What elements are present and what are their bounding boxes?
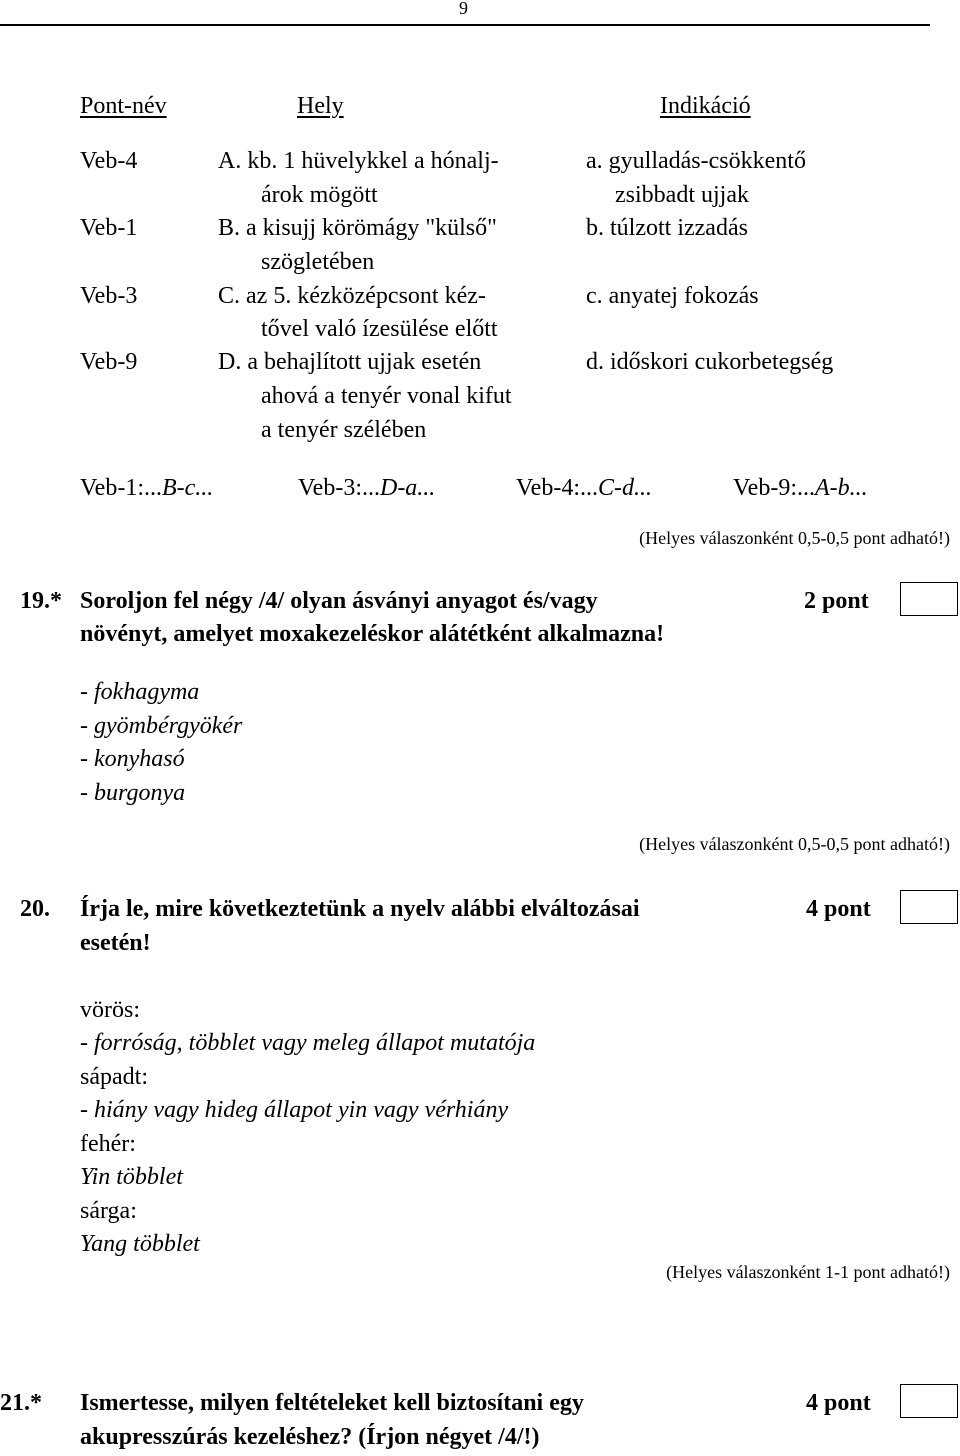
indication-line: c. anyatej fokozás bbox=[586, 283, 759, 309]
scoring-note: (Helyes válaszonként 0,5-0,5 pont adható!) bbox=[639, 528, 950, 548]
indication-line: zsibbadt ujjak bbox=[615, 182, 749, 208]
indication-line: a. gyulladás-csökkentő bbox=[586, 148, 806, 174]
answer-line: - gyömbérgyökér bbox=[80, 713, 243, 739]
item-label: fehér: bbox=[80, 1131, 136, 1157]
place-line: A. kb. 1 hüvelykkel a hónalj- bbox=[218, 148, 499, 174]
question-number: 21.* bbox=[0, 1390, 42, 1416]
page-number: 9 bbox=[459, 0, 468, 18]
answer-line: - burgonya bbox=[80, 780, 186, 806]
column-header-name: Pont-név bbox=[80, 93, 167, 119]
question-text-line: akupresszúrás kezeléshez? (Írjon négyet /4/!) bbox=[80, 1424, 540, 1450]
column-header-place: Hely bbox=[297, 93, 344, 119]
question-text-line: Írja le, mire következtetünk a nyelv alábbi elváltozásai bbox=[80, 896, 640, 922]
question-text-line: Ismertesse, milyen feltételeket kell biztosítani egy bbox=[80, 1390, 584, 1416]
place-line: C. az 5. kézközépcsont kéz- bbox=[218, 283, 486, 309]
score-box[interactable] bbox=[900, 890, 958, 924]
answer-value: A-b... bbox=[814, 475, 868, 501]
item-label: sárga: bbox=[80, 1198, 137, 1224]
answer-pair bbox=[733, 471, 868, 505]
item-label: sápadt: bbox=[80, 1064, 148, 1090]
answer-line: - konyhasó bbox=[80, 746, 185, 772]
score-box[interactable] bbox=[900, 582, 958, 616]
place-line: szögletében bbox=[261, 249, 375, 275]
item-answer: Yin többlet bbox=[80, 1164, 183, 1190]
place-line: ahová a tenyér vonal kifut bbox=[261, 383, 512, 409]
answer-value: B-c... bbox=[161, 475, 214, 501]
answer-label: Veb-1:... bbox=[80, 475, 162, 501]
answer-pair bbox=[516, 471, 652, 505]
answer-label: Veb-4:... bbox=[516, 475, 598, 501]
question-number: 20. bbox=[20, 896, 50, 922]
scoring-note: (Helyes válaszonként 0,5-0,5 pont adható!) bbox=[639, 834, 950, 854]
question-points: 2 pont bbox=[804, 588, 869, 614]
indication-line: b. túlzott izzadás bbox=[586, 215, 748, 241]
place-line: D. a behajlított ujjak esetén bbox=[218, 349, 482, 375]
score-box[interactable] bbox=[900, 1384, 958, 1418]
answer-label: Veb-9:... bbox=[733, 475, 815, 501]
item-answer: - forróság, többlet vagy meleg állapot mutatója bbox=[80, 1030, 536, 1056]
item-label: vörös: bbox=[80, 997, 140, 1023]
item-answer: - hiány vagy hideg állapot yin vagy vérhiány bbox=[80, 1097, 509, 1123]
answer-line: - fokhagyma bbox=[80, 679, 200, 705]
item-answer: Yang többlet bbox=[80, 1231, 200, 1257]
answer-value: D-a... bbox=[379, 475, 436, 501]
question-text-line: Soroljon fel négy /4/ olyan ásványi anyagot és/vagy bbox=[80, 588, 598, 614]
answer-value: C-d... bbox=[597, 475, 652, 501]
answer-pair bbox=[80, 471, 213, 505]
column-header-indication: Indikáció bbox=[660, 93, 751, 119]
point-name: Veb-4 bbox=[80, 148, 138, 174]
place-line: a tenyér szélében bbox=[261, 417, 427, 443]
point-name: Veb-3 bbox=[80, 283, 138, 309]
scoring-note: (Helyes válaszonként 1-1 pont adható!) bbox=[666, 1262, 950, 1282]
question-points: 4 pont bbox=[806, 1390, 871, 1416]
point-name: Veb-1 bbox=[80, 215, 138, 241]
header-rule bbox=[0, 24, 930, 26]
question-text-line: esetén! bbox=[80, 930, 151, 956]
question-points: 4 pont bbox=[806, 896, 871, 922]
question-text-line: növényt, amelyet moxakezeléskor alátétként alkalmazna! bbox=[80, 621, 665, 647]
answer-pair bbox=[298, 471, 435, 505]
indication-line: d. időskori cukorbetegség bbox=[586, 349, 834, 375]
point-name: Veb-9 bbox=[80, 349, 138, 375]
place-line: tővel való ízesülése előtt bbox=[261, 316, 498, 342]
answer-label: Veb-3:... bbox=[298, 475, 380, 501]
place-line: árok mögött bbox=[261, 182, 378, 208]
question-number: 19.* bbox=[20, 588, 62, 614]
place-line: B. a kisujj körömágy "külső" bbox=[218, 215, 497, 241]
